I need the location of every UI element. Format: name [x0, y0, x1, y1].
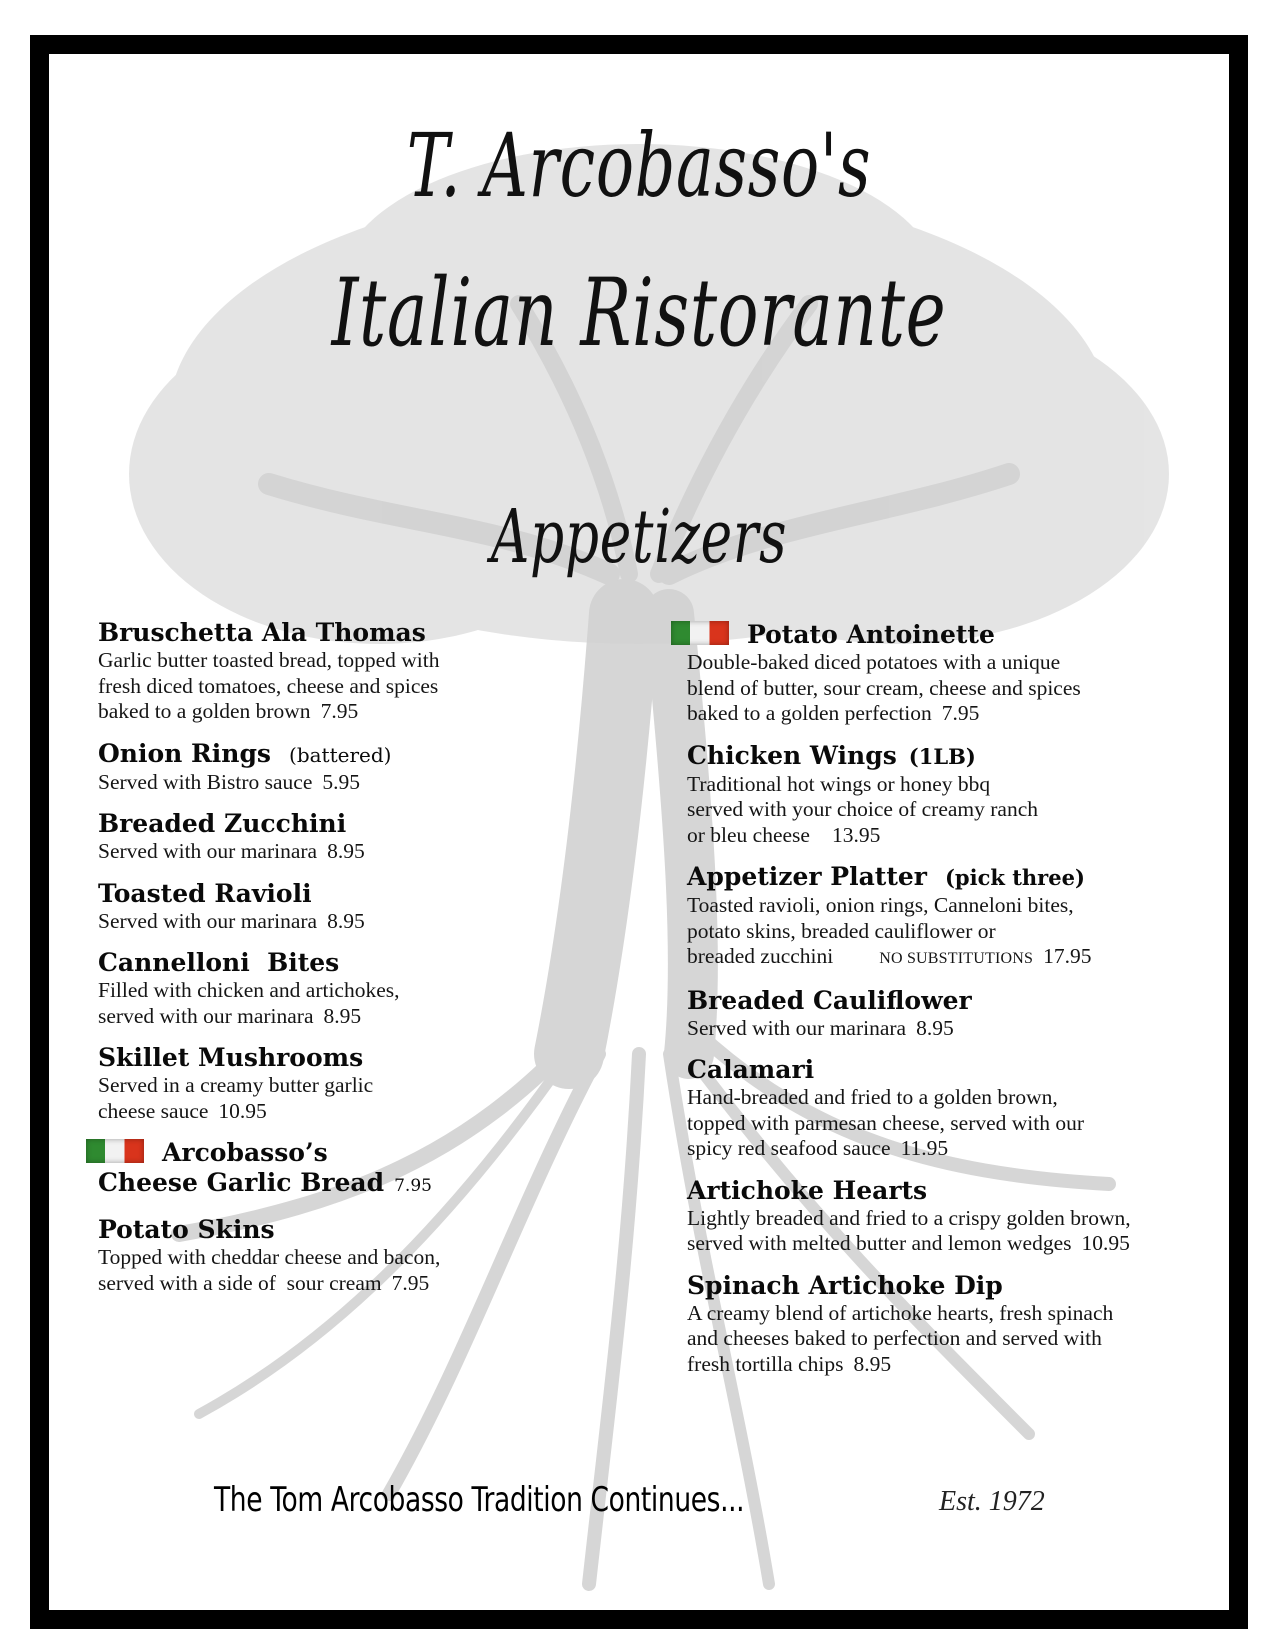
item-price: 8.95 — [327, 908, 365, 933]
menu-item-skillet-mushrooms: Skillet Mushrooms Served in a creamy butter garlic cheese sauce 10.95 — [98, 1043, 598, 1124]
footer-tagline: The Tom Arcobasso Tradition Continues... — [214, 1480, 745, 1520]
item-price: 8.95 — [853, 1351, 892, 1376]
item-name: Appetizer Platter — [687, 862, 927, 891]
menu-item-appetizer-platter: Appetizer Platter (pick three) Toasted ravioli, onion rings, Canneloni bites, potato skins, breaded cauliflower or breaded zucchini NO SUBSTITUTIONS 17.95 — [687, 862, 1092, 968]
item-name: Potato Antoinette — [747, 620, 995, 649]
item-note: (1LB) — [908, 743, 976, 769]
menu-item-toasted-ravioli: Toasted Ravioli Served with our marinara 8.95 — [98, 879, 598, 935]
item-name: Calamari — [687, 1055, 815, 1084]
item-name: Artichoke Hearts — [687, 1175, 928, 1205]
no-substitutions-note: NO SUBSTITUTIONS — [879, 950, 1034, 967]
menu-item-chicken-wings: Chicken Wings (1LB) Traditional hot wings or honey bbq served with your choice of creamy ranch or bleu cheese 13.95 — [687, 740, 1039, 847]
item-price: 7.95 — [320, 699, 359, 723]
item-name: Skillet Mushrooms — [98, 1043, 364, 1072]
item-price: 8.95 — [323, 1003, 362, 1028]
menu-item-breaded-zucchini: Breaded Zucchini Served with our marinara 8.95 — [98, 809, 598, 865]
section-title-appetizers: Appetizers — [490, 494, 788, 580]
menu-item-cheese-garlic-bread — [98, 1138, 598, 1201]
menu-item-bruschetta: Bruschetta Ala Thomas Garlic butter toasted bread, topped with fresh diced tomatoes, cheese and spices baked to a golden brown 7.95 — [98, 618, 598, 725]
item-note: (pick three) — [944, 865, 1085, 890]
restaurant-name: T. Arcobasso's — [406, 114, 872, 217]
item-name: Cannelloni Bites — [98, 948, 340, 977]
italian-flag-icon — [671, 621, 729, 645]
item-price: 11.95 — [900, 1136, 949, 1160]
item-name: Potato Skins — [98, 1215, 275, 1244]
item-name: Breaded Cauliflower — [687, 985, 972, 1015]
item-name: Bruschetta Ala Thomas — [98, 618, 426, 647]
item-name: Toasted Ravioli — [98, 878, 312, 908]
menu-item-cannelloni-bites: Cannelloni Bites Filled with chicken and artichokes, served with our marinara 8.95 — [98, 948, 598, 1029]
menu-item-spinach-artichoke-dip: Spinach Artichoke Dip A creamy blend of artichoke hearts, fresh spinach and cheeses baked to perfection and served with fresh tortilla chips 8.95 — [687, 1271, 1227, 1378]
item-price: 5.95 — [322, 769, 360, 794]
menu-item-onion-rings: Onion Rings (battered) Served with Bistro sauce 5.95 — [98, 738, 392, 794]
item-note: (battered) — [289, 742, 392, 767]
item-name-line1: Arcobasso’s — [162, 1138, 328, 1167]
menu-item-potato-antoinette: Potato Antoinette Double-baked diced potatoes with a unique blend of butter, sour cream, cheese and spices baked to a golden perfection 7.95 — [687, 620, 1227, 727]
item-price: 7.95 — [391, 1270, 430, 1295]
item-name: Breaded Zucchini — [98, 809, 347, 838]
established-year: Est. 1972 — [939, 1486, 1045, 1517]
menu-page-frame — [30, 35, 1248, 1629]
item-price: 10.95 — [218, 1098, 267, 1123]
menu-item-calamari: Calamari Hand-breaded and fried to a golden brown, topped with parmesan cheese, served with our spicy red seafood sauce 11.95 — [687, 1055, 1227, 1162]
item-price: 8.95 — [916, 1015, 954, 1040]
menu-item-artichoke-hearts: Artichoke Hearts Lightly breaded and fried to a crispy golden brown, served with melted butter and lemon wedges 10.95 — [687, 1176, 1227, 1257]
item-name: Onion Rings — [98, 738, 272, 768]
right-menu-column — [687, 620, 1227, 1391]
item-price: 7.95 — [394, 1176, 432, 1196]
item-name: Spinach Artichoke Dip — [687, 1270, 1003, 1300]
italian-flag-icon — [86, 1139, 144, 1163]
item-name: Chicken Wings — [687, 740, 897, 770]
item-price: 8.95 — [327, 839, 365, 863]
restaurant-subtitle: Italian Ristorante — [331, 259, 947, 368]
item-price: 13.95 — [831, 822, 881, 847]
item-price: 7.95 — [941, 701, 980, 725]
left-menu-column — [98, 618, 598, 1310]
item-price: 17.95 — [1043, 944, 1092, 968]
item-price: 10.95 — [1081, 1231, 1130, 1255]
menu-item-breaded-cauliflower: Breaded Cauliflower Served with our marinara 8.95 — [687, 986, 1227, 1042]
menu-item-potato-skins: Potato Skins Topped with cheddar cheese and bacon, served with a side of sour cream 7.95 — [98, 1215, 598, 1296]
item-name-line2: Cheese Garlic Bread — [98, 1168, 385, 1197]
